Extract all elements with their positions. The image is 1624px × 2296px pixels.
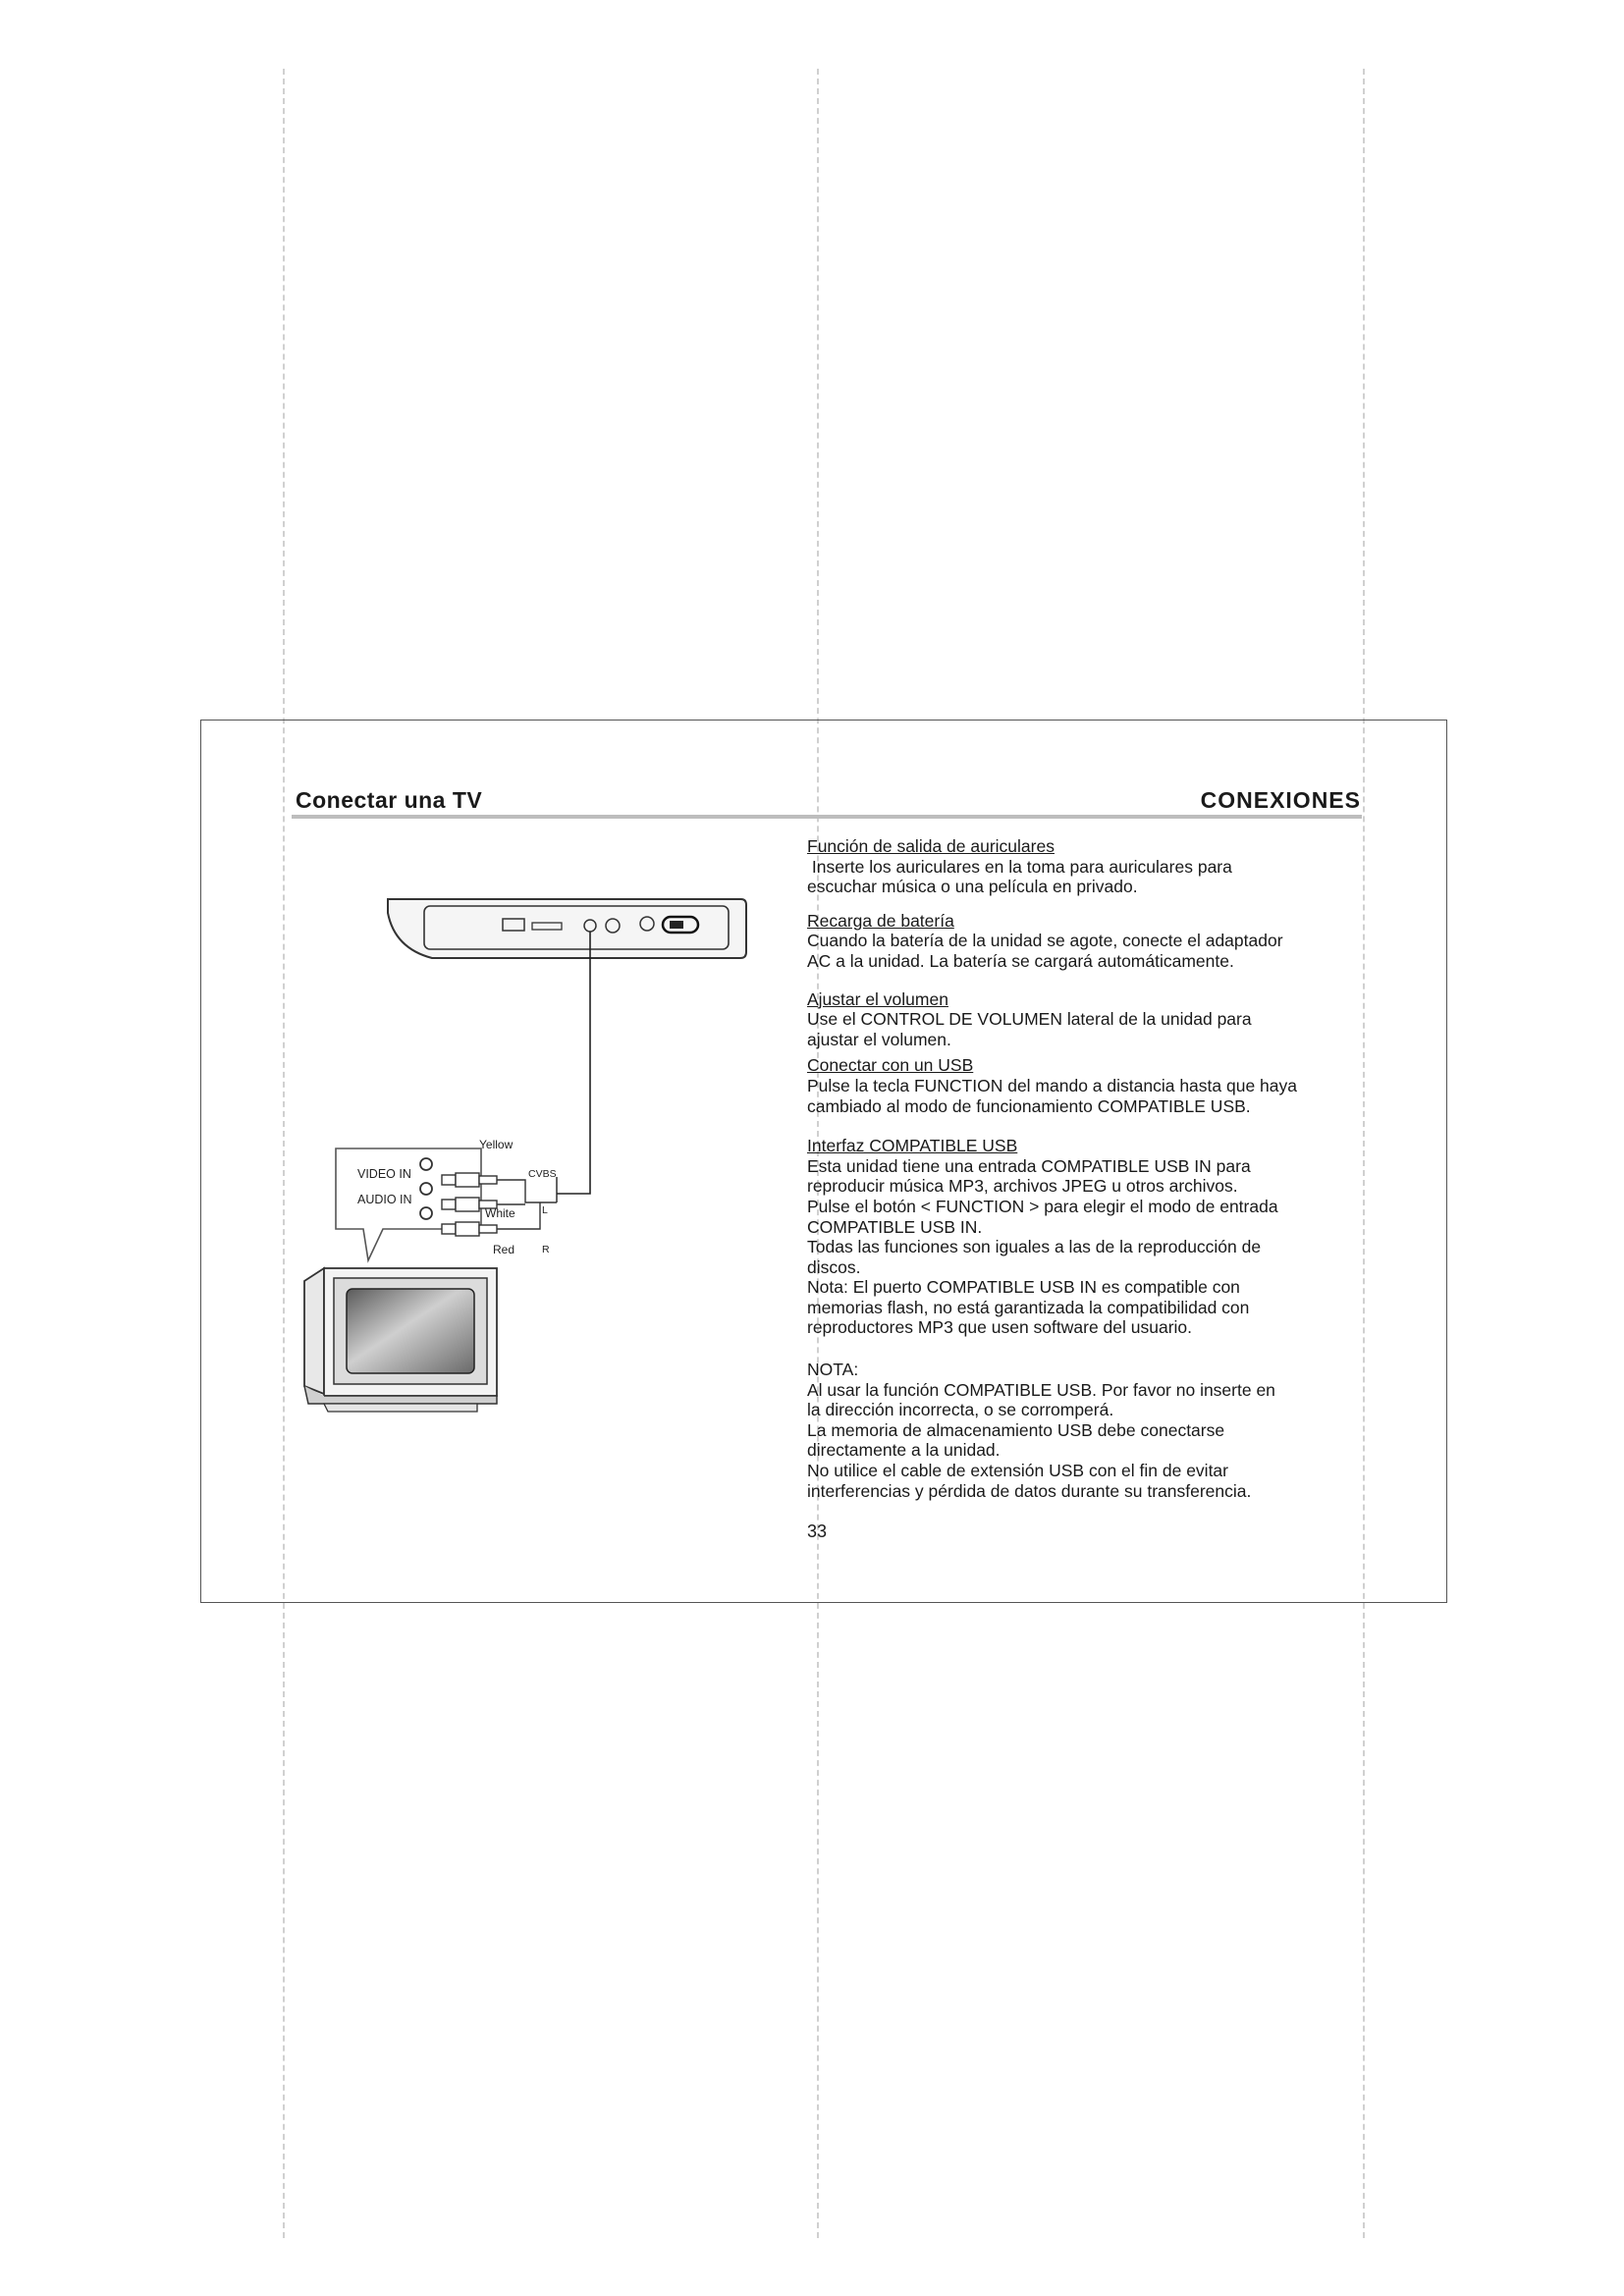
section-battery: [807, 911, 1386, 972]
text-line: Pulse la tecla FUNCTION del mando a distancia hasta que haya: [807, 1075, 1298, 1095]
text-line: Todas las funciones son iguales a las de la reproducción de: [807, 1237, 1262, 1257]
instructions-column: [807, 836, 1386, 1501]
tv-connection-diagram: [285, 883, 805, 1472]
red-label: Red: [493, 1243, 515, 1256]
page-title: Conectar una TV: [296, 787, 483, 813]
section-note: [807, 1360, 1386, 1501]
text-line: La memoria de almacenamiento USB debe conectarse: [807, 1419, 1225, 1440]
text-line: Use el CONTROL DE VOLUMEN lateral de la unidad para: [807, 1009, 1252, 1030]
text-line: directamente a la unidad.: [807, 1440, 1001, 1461]
section-heading: Conectar con un USB: [807, 1055, 974, 1076]
page-number: 33: [807, 1522, 828, 1541]
text-line: AC a la unidad. La batería se cargará automáticamente.: [807, 950, 1234, 971]
text-line: reproducir música MP3, archivos JPEG u otros archivos.: [807, 1176, 1238, 1197]
cvbs-label: CVBS: [528, 1168, 557, 1180]
text-line: interferencias y pérdida de datos durante su transferencia.: [807, 1480, 1252, 1501]
text-line: COMPATIBLE USB IN.: [807, 1216, 983, 1237]
section-volume: [807, 989, 1386, 1050]
section-heading: Recarga de batería: [807, 910, 954, 931]
section-heading: NOTA:: [807, 1360, 859, 1380]
text-line: Pulse el botón < FUNCTION > para elegir el modo de entrada: [807, 1196, 1278, 1216]
yellow-label: Yellow: [479, 1138, 514, 1151]
rca-plugs: [442, 1173, 497, 1236]
av-cable: [557, 932, 590, 1194]
header-rule: [292, 815, 1362, 819]
text-line: Inserte los auriculares en la toma para auriculares para: [807, 856, 1232, 877]
text-line: memorias flash, no está garantizada la compatibilidad con: [807, 1297, 1250, 1317]
section-title: CONEXIONES: [1200, 787, 1361, 813]
input-jacks: [420, 1158, 432, 1219]
text-line: ajustar el volumen.: [807, 1029, 951, 1049]
text-line: No utilice el cable de extensión USB con el fin de evitar: [807, 1461, 1228, 1481]
text-line: la dirección incorrecta, o se corromperá.: [807, 1400, 1114, 1420]
audio-in-label: AUDIO IN: [357, 1193, 412, 1206]
text-line: escuchar música o una película en privado.: [807, 877, 1138, 897]
text-line: reproductores MP3 que usen software del usuario.: [807, 1317, 1193, 1338]
section-heading: Función de salida de auriculares: [807, 836, 1055, 856]
text-line: Esta unidad tiene una entrada COMPATIBLE USB IN para: [807, 1155, 1251, 1176]
r-label: R: [542, 1244, 550, 1255]
text-line: discos.: [807, 1256, 861, 1277]
text-line: cambiado al modo de funcionamiento COMPATIBLE USB.: [807, 1095, 1251, 1116]
text-line: Cuando la batería de la unidad se agote, conecte el adaptador: [807, 931, 1283, 951]
video-in-label: VIDEO IN: [357, 1167, 411, 1181]
section-heading: Interfaz COMPATIBLE USB: [807, 1136, 1018, 1156]
section-heading: Ajustar el volumen: [807, 988, 948, 1009]
tv-illustration: [304, 1268, 497, 1412]
dvd-player-side-panel: [388, 899, 746, 958]
section-usb-connect: [807, 1055, 1386, 1116]
text-line: Nota: El puerto COMPATIBLE USB IN es compatible con: [807, 1277, 1240, 1298]
l-label: L: [542, 1204, 548, 1216]
section-headphones: [807, 836, 1386, 897]
text-line: Al usar la función COMPATIBLE USB. Por favor no inserte en: [807, 1379, 1275, 1400]
white-label: White: [485, 1206, 515, 1220]
section-usb-interface: [807, 1136, 1386, 1338]
